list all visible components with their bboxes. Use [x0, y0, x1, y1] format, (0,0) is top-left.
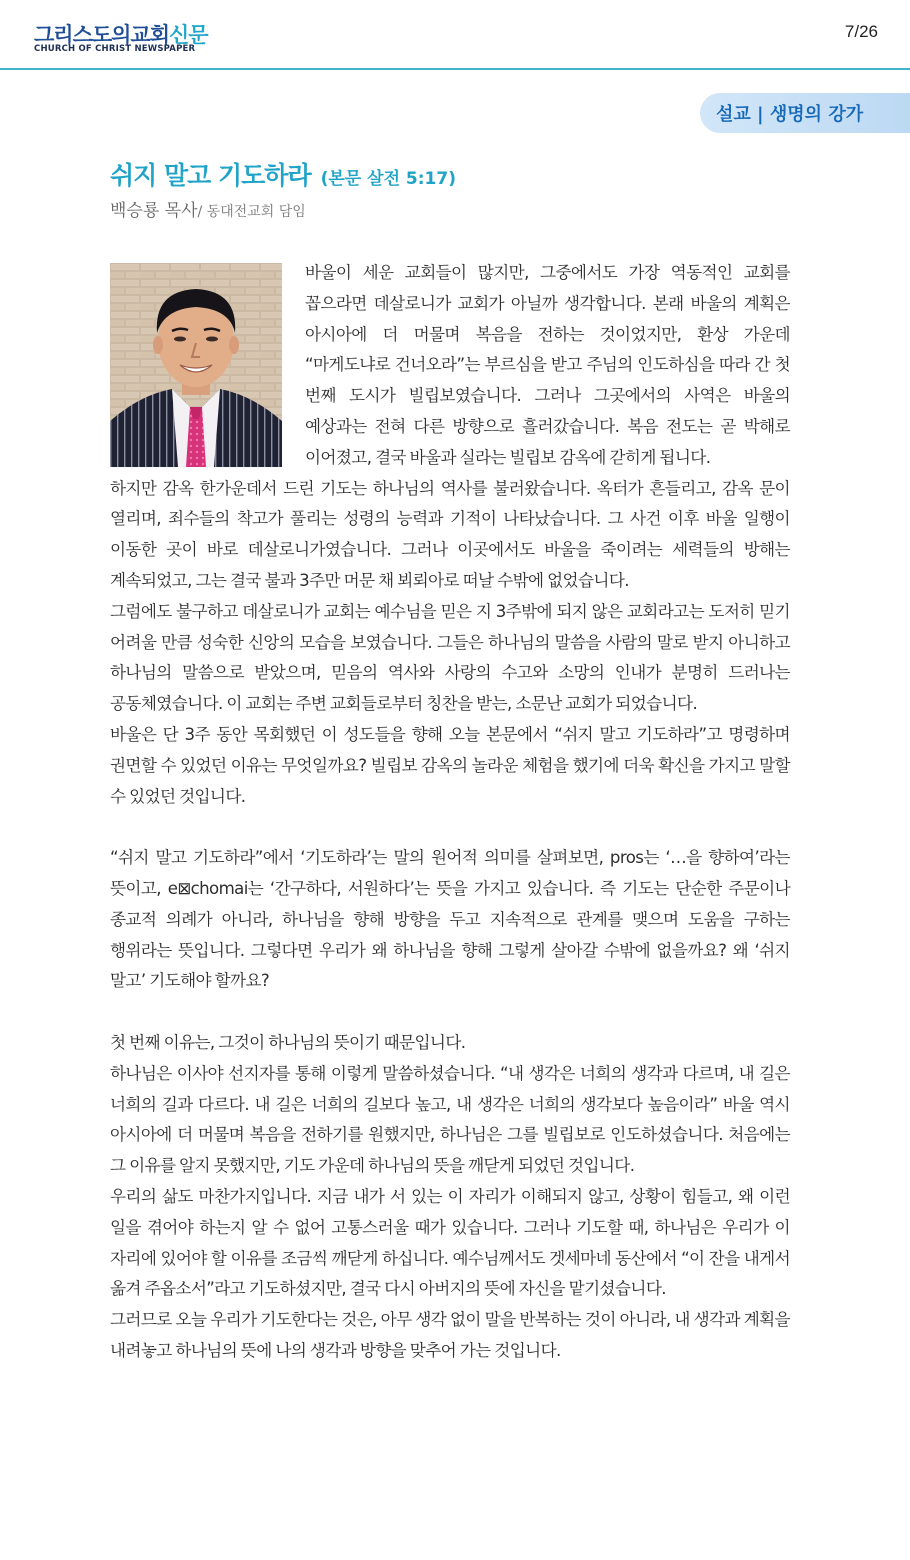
article-paragraph: “쉬지 말고 기도하라”에서 ‘기도하라’는 말의 원어적 의미를 살펴보면, pros는 ‘…을 향하여’라는 뜻이고, e⊠chomai는 ‘간구하다, 서원하다’는 뜻을 가지고 있습니다. 즉 기도는 단순한 주문이나 종교적 의례가 아니라, 하나님을 향해 방향을 두고 지속적으로 관계를 맺으며 도움을 구하는 행위라는 뜻입니다. 그렇다면 우리가 왜 하나님을 향해 그렇게 살아갈 수밖에 없을까요? 왜 ‘쉬지 말고’ 기도해야 할까요?: [110, 848, 790, 991]
byline: [110, 196, 306, 221]
scripture-reference: (본문 살전 5:17): [320, 169, 456, 189]
article-paragraph: 하지만 감옥 한가운데서 드린 기도는 하나님의 역사를 불러왔습니다. 옥터가 흔들리고, 감옥 문이 열리며, 죄수들의 착고가 풀리는 성령의 능력과 기적이 나타났습니다. 그 사건 이후 바울 일행이 이동한 곳이 바로 데살로니가였습니다. 그러나 이곳에서도 바울을 죽이려는 세력들의 방해는 계속되었고, 그는 결국 불과 3주만 머문 채 뵈뢰아로 떠날 수밖에 없었습니다.: [110, 478, 790, 590]
article-body: [110, 258, 790, 1367]
article-paragraph: 하나님은 이사야 선지자를 통해 이렇게 말씀하셨습니다. “내 생각은 너희의 생각과 다르며, 내 길은 너희의 길과 다르다. 내 길은 너희의 길보다 높고, 내 생각은 너희의 생각보다 높음이라” 바울 역시 아시아에 더 머물며 복음을 전하기를 원했지만, 하나님은 그를 빌립보로 인도하셨습니다. 처음에는 그 이유를 알지 못했지만, 기도 가운데 하나님의 뜻을 깨닫게 되었던 것입니다.: [110, 1063, 790, 1176]
article-title-text: 쉬지 말고 기도하라: [110, 161, 311, 190]
newspaper-logo: 그리스도의교회신문: [34, 23, 208, 47]
author-role: / 동대전교회 담임: [197, 204, 306, 220]
article-title: [110, 156, 456, 192]
section-tag: 설교 | 생명의 강가: [700, 93, 910, 133]
page-header: [0, 0, 910, 70]
article-paragraph: 바울이 세운 교회들이 많지만, 그중에서도 가장 역동적인 교회를 꼽으라면 데살로니가 교회가 아닐까 생각합니다. 본래 바울의 계획은 아시아에 더 머물며 복음을 전하는 것이었지만, 환상 가운데 “마게도냐로 건너오라”는 부르심을 받고 주님의 인도하심을 따라 간 첫 번째 도시가 빌립보였습니다. 그러나 그곳에서의 사역은 바울의 예상과는 전혀 다른 방향으로 흘러갔습니다. 복음 전도는 곧 박해로 이어졌고, 결국 바울과 실라는 빌립보 감옥에 갇히게 됩니다.: [305, 263, 790, 467]
portrait-float-spacer: [110, 258, 305, 467]
author-name: 백승룡 목사: [110, 201, 198, 221]
newspaper-logo-subtitle: CHURCH OF CHRIST NEWSPAPER: [34, 44, 196, 54]
page-number: 7/26: [844, 22, 878, 41]
header-divider: [0, 68, 910, 70]
article-paragraph: 첫 번째 이유는, 그것이 하나님의 뜻이기 때문입니다.: [110, 1032, 466, 1052]
article-paragraph: 바울은 단 3주 동안 목회했던 이 성도들을 향해 오늘 본문에서 “쉬지 말고 기도하라”고 명령하며 권면할 수 있었던 이유는 무엇일까요? 빌립보 감옥의 놀라운 체험을 했기에 더욱 확신을 가지고 말할 수 있었던 것입니다.: [110, 724, 790, 806]
article-paragraph: 그러므로 오늘 우리가 기도한다는 것은, 아무 생각 없이 말을 반복하는 것이 아니라, 내 생각과 계획을 내려놓고 하나님의 뜻에 나의 생각과 방향을 맞추어 가는 것입니다.: [110, 1310, 790, 1360]
article-paragraph: 그럼에도 불구하고 데살로니가 교회는 예수님을 믿은 지 3주밖에 되지 않은 교회라고는 도저히 믿기 어려울 만큼 성숙한 신앙의 모습을 보였습니다. 그들은 하나님의 말씀을 사람의 말로 받지 아니하고 하나님의 말씀으로 받았으며, 믿음의 역사와 사랑의 수고와 소망의 인내가 분명히 드러나는 공동체였습니다. 이 교회는 주변 교회들로부터 칭찬을 받는, 소문난 교회가 되었습니다.: [110, 601, 790, 714]
article-paragraph: 우리의 삶도 마찬가지입니다. 지금 내가 서 있는 이 자리가 이해되지 않고, 상황이 힘들고, 왜 이런 일을 겪어야 하는지 알 수 없어 고통스러울 때가 있습니다. 그러나 기도할 때, 하나님은 우리가 이 자리에 있어야 할 이유를 조금씩 깨닫게 하십니다. 예수님께서도 겟세마네 동산에서 “이 잔을 내게서 옮겨 주옵소서”라고 기도하셨지만, 결국 다시 아버지의 뜻에 자신을 맡기셨습니다.: [110, 1186, 790, 1299]
